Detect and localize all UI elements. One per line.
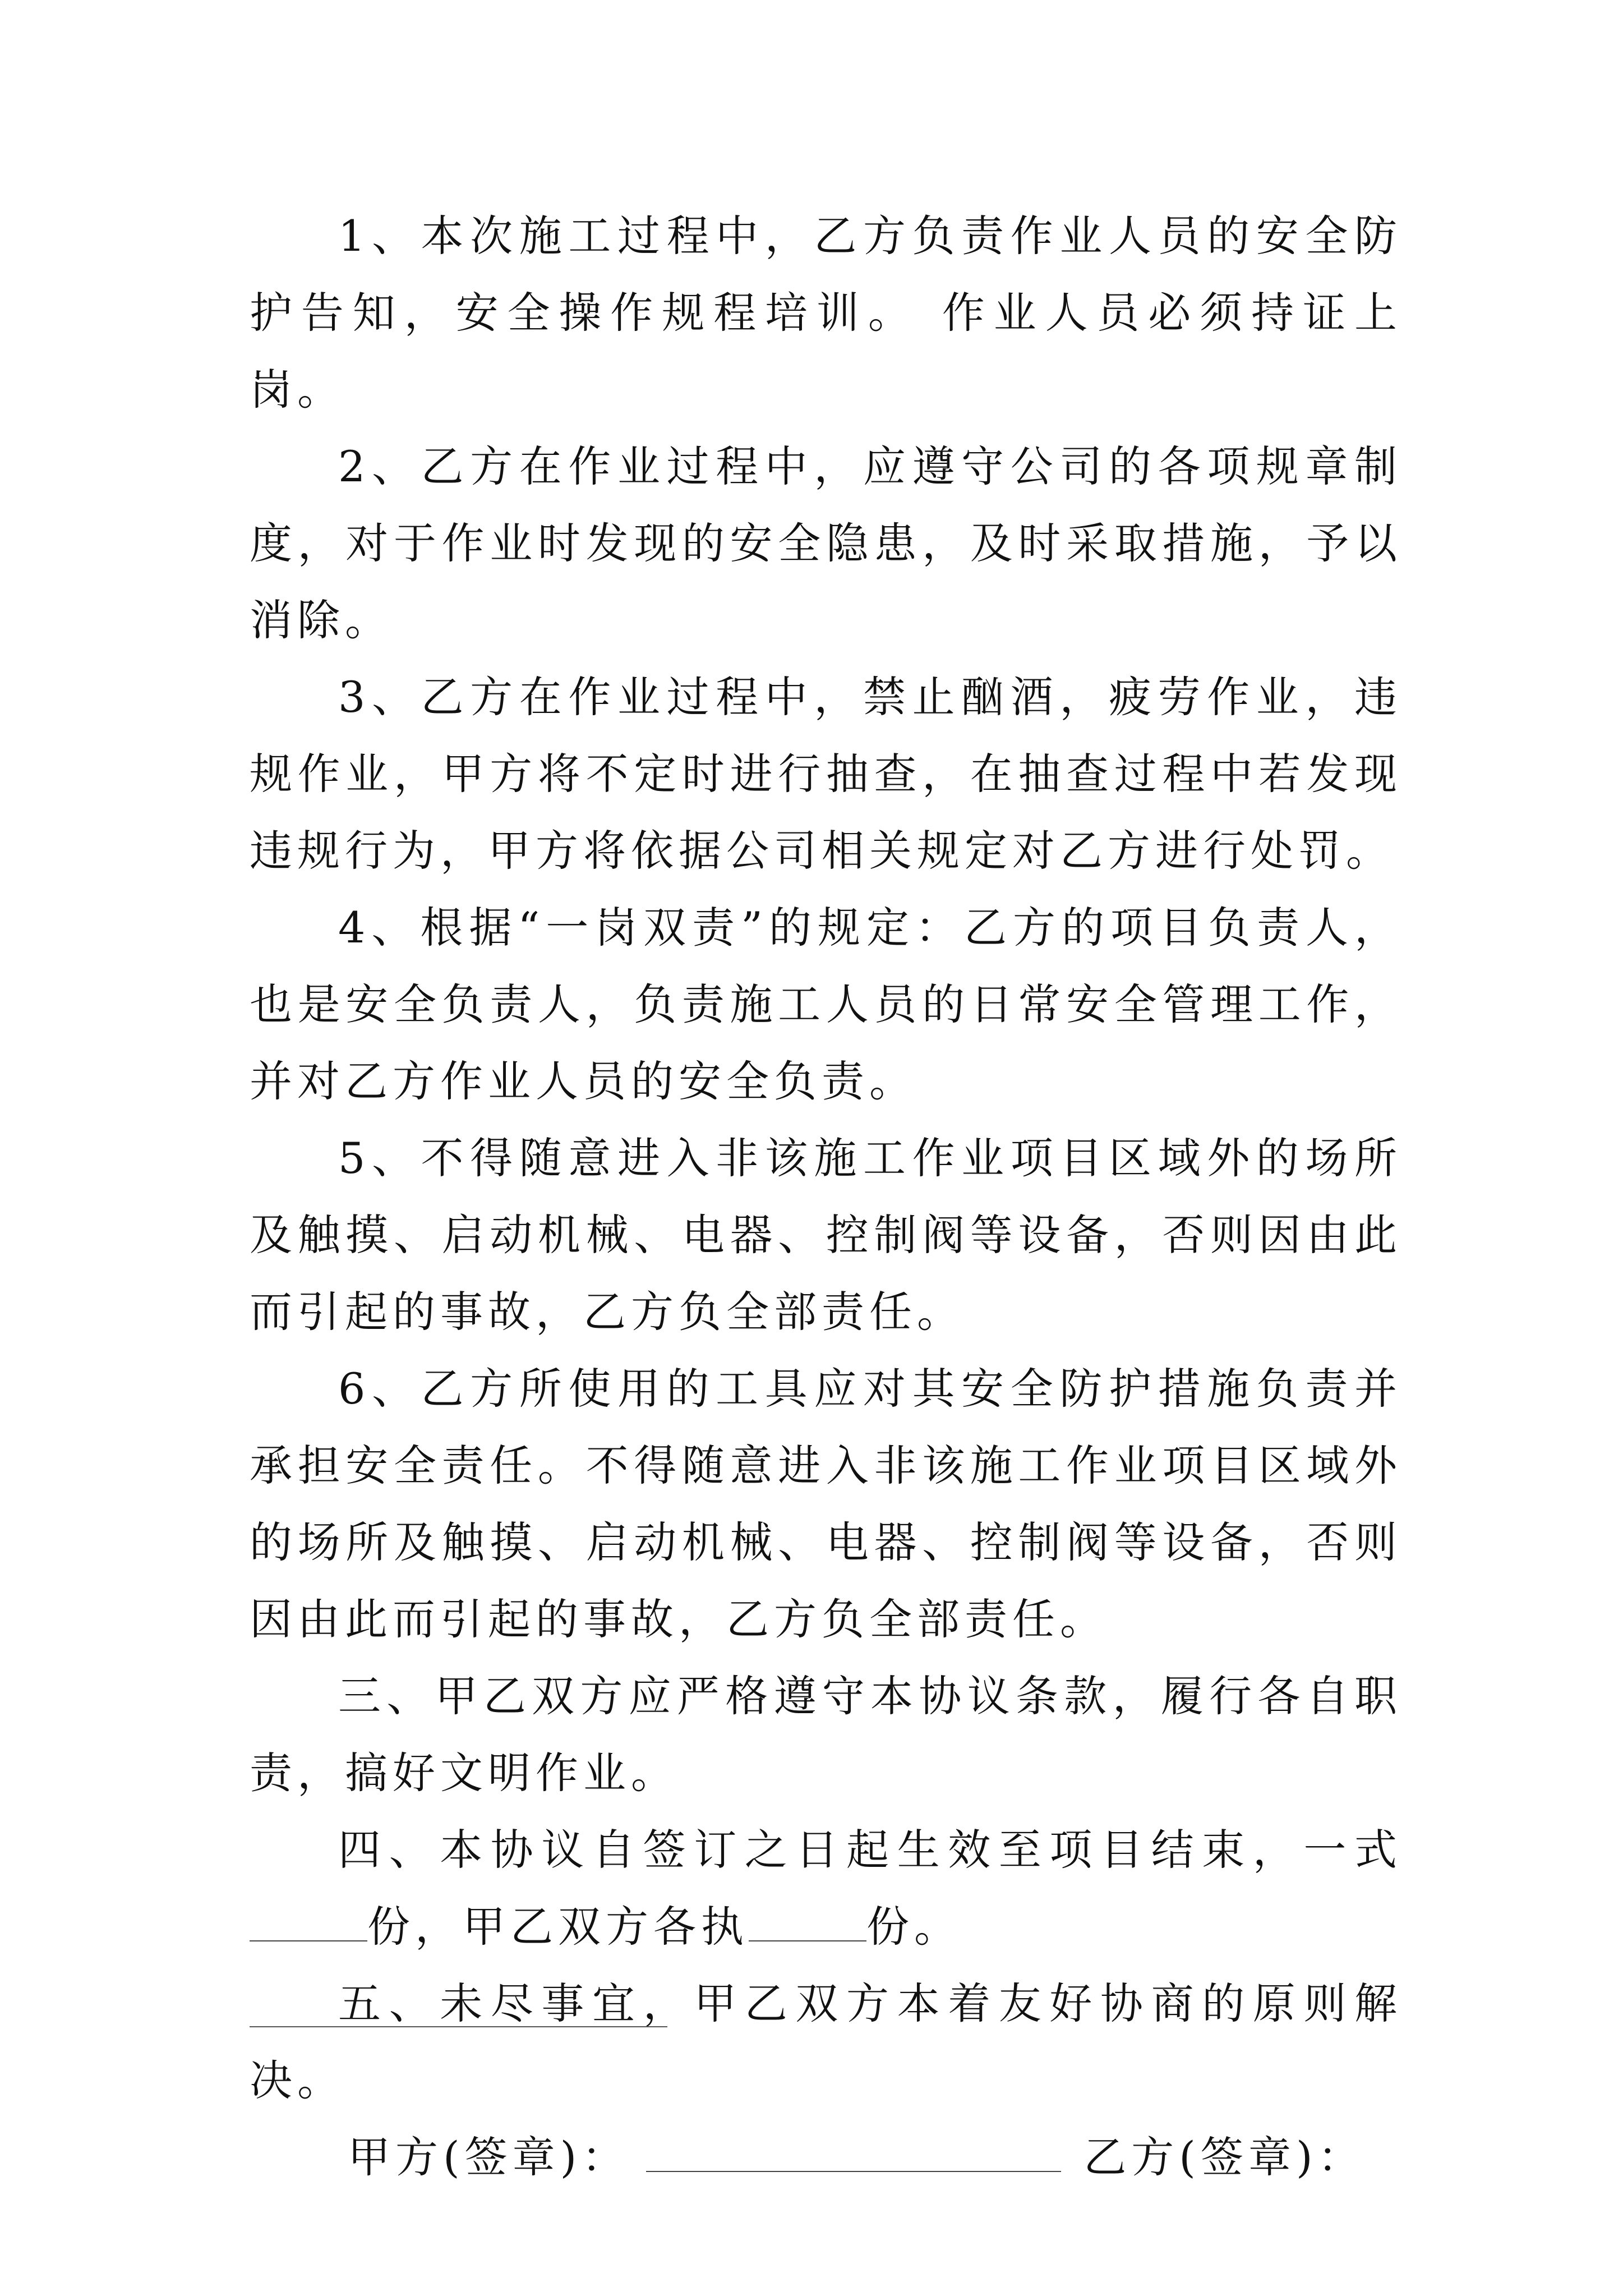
party-a-signature-label: 甲方(签章)： bbox=[348, 2132, 630, 2182]
section-5: 五、未尽事宜，甲乙双方本着友好协商的原则解决。 bbox=[250, 1978, 1402, 2105]
clause-2: 2、乙方在作业过程中，应遵守公司的各项规章制度，对于作业时发现的安全隐患，及时采取措施，予以消除。 bbox=[250, 441, 1402, 645]
section-4-text-c: 份。 bbox=[866, 1902, 962, 1952]
clause-5: 5、不得随意进入非该施工作业项目区域外的场所及触摸、启动机械、电器、控制阀等设备，否则因由此而引起的事故，乙方负全部责任。 bbox=[250, 1133, 1402, 1337]
agreement-body bbox=[250, 197, 1402, 2196]
section-4 bbox=[250, 1811, 1402, 1965]
signature-row bbox=[250, 2119, 1402, 2196]
clause-4: 4、根据“一岗双责”的规定：乙方的项目负责人，也是安全负责人，负责施工人员的日常安全管理工作，并对乙方作业人员的安全负责。 bbox=[250, 903, 1402, 1106]
party-b-signature-line[interactable] bbox=[250, 2026, 667, 2027]
copies-count-blank[interactable] bbox=[250, 1907, 367, 1941]
section-4-text-b: 份，甲乙双方各执 bbox=[367, 1902, 749, 1952]
clause-3: 3、乙方在作业过程中，禁止酗酒，疲劳作业，违规作业，甲方将不定时进行抽查，在抽查过程中若发现违规行为，甲方将依据公司相关规定对乙方进行处罚。 bbox=[250, 672, 1402, 876]
party-a-signature-line[interactable] bbox=[646, 2137, 1061, 2172]
section-3: 三、甲乙双方应严格遵守本协议条款，履行各自职责，搞好文明作业。 bbox=[250, 1671, 1402, 1798]
section-4-text-a: 四、本协议自签订之日起生效至项目结束，一式 bbox=[338, 1825, 1402, 1875]
clause-1: 1、本次施工过程中，乙方负责作业人员的安全防护告知，安全操作规程培训。 作业人员必须持证上岗。 bbox=[250, 211, 1402, 415]
clause-6: 6、乙方所使用的工具应对其安全防护措施负责并承担安全责任。不得随意进入非该施工作业项目区域外的场所及触摸、启动机械、电器、控制阀等设备，否则因由此而引起的事故，乙方负全部责任。 bbox=[250, 1364, 1402, 1644]
party-b-signature-label: 乙方(签章)： bbox=[1083, 2132, 1366, 2182]
copies-each-blank[interactable] bbox=[749, 1907, 866, 1941]
